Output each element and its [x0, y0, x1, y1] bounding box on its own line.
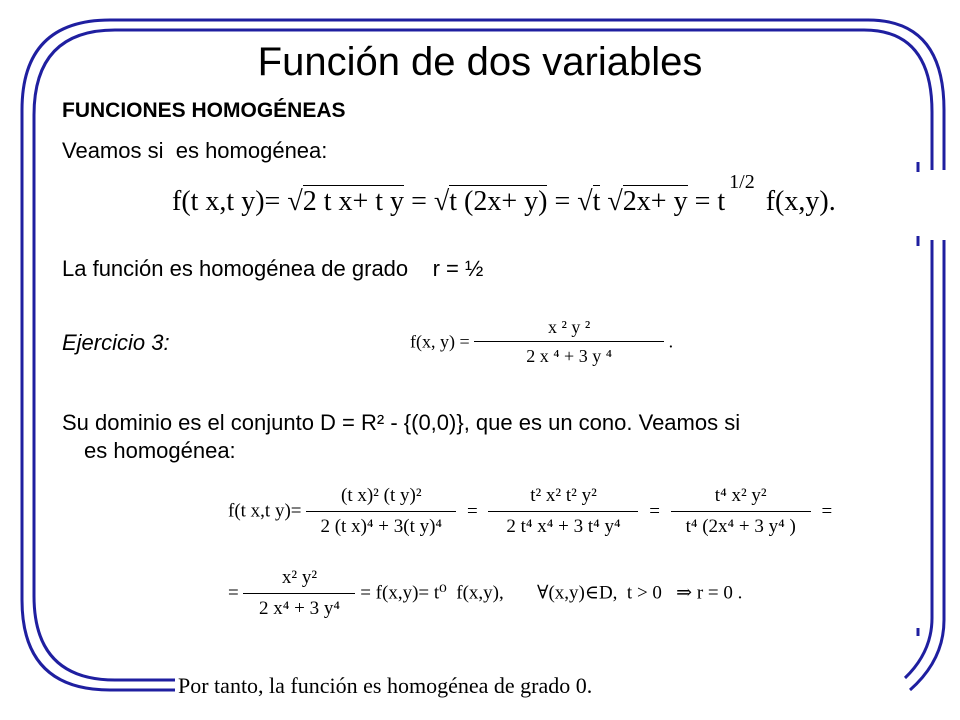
section-heading: FUNCIONES HOMOGÉNEAS	[62, 99, 346, 122]
eq1-radicand-2: t (2x+ y)	[449, 186, 548, 217]
sqrt-icon: √	[433, 186, 450, 217]
eq4-numerator: x² y²	[281, 567, 318, 588]
eq1-exponent-num: 1	[729, 171, 740, 193]
eq3-f1-denominator: 2 (t x)⁴ + 3(t y)⁴	[306, 511, 456, 539]
eq1-radicand-3: t	[592, 186, 601, 217]
eq2-fraction	[474, 316, 664, 367]
eq1-equals-3: = t	[694, 186, 726, 217]
sqrt-icon: √	[577, 186, 593, 217]
eq3-lhs: f(t x,t y)=	[228, 500, 302, 522]
eq3-f1-numerator: (t x)² (t y)²	[341, 485, 422, 506]
eq2-lhs: f(x, y) =	[410, 331, 470, 352]
eq3-f3-denominator: t⁴ (2x⁴ + 3 y⁴ )	[671, 511, 811, 539]
eq3-equals-c: =	[821, 500, 833, 522]
domain-text-line2: es homogénea:	[84, 438, 236, 463]
equation-homogeneity-3	[228, 484, 832, 539]
eq2-numerator: x ² y ²	[547, 317, 591, 337]
frame-outer-path-right-lower	[910, 240, 944, 690]
eq4-fraction	[243, 566, 355, 621]
eq3-fraction-2	[488, 484, 638, 539]
eq3-fraction-1	[306, 484, 456, 539]
domain-text-line1: Su dominio es el conjunto D = R² - {(0,0)}, que es un cono. Veamos si	[62, 410, 741, 435]
eq1-lhs: f(t x,t y)=	[172, 186, 281, 217]
eq4-denominator: 2 x⁴ + 3 y⁴	[243, 593, 355, 621]
intro-text: Veamos si es homogénea:	[62, 138, 328, 163]
eq2-period: .	[668, 331, 674, 352]
eq1-radicand-1: 2 t x+ t y	[302, 186, 405, 217]
equation-exercise-3	[410, 316, 673, 367]
eq3-equals-b: =	[649, 500, 660, 522]
exercise-label: Ejercicio 3:	[62, 330, 170, 355]
eq2-denominator: 2 x ⁴ + 3 y ⁴	[474, 341, 664, 367]
eq3-f2-numerator: t² x² t² y²	[530, 485, 597, 506]
eq3-fraction-3	[671, 484, 811, 539]
eq1-equals-1: =	[411, 186, 427, 217]
sqrt-icon: √	[607, 186, 623, 217]
equation-homogeneity-1	[172, 171, 836, 224]
eq1-rhs: f(x,y).	[765, 186, 836, 217]
eq1-exponent-den: 2	[744, 171, 755, 193]
equation-homogeneity-4	[228, 566, 742, 621]
conclusion-text: Por tanto, la función es homogénea de grado 0.	[178, 673, 593, 698]
eq3-equals-a: =	[467, 500, 478, 522]
frame-inner-path-right-lower	[905, 240, 932, 678]
eq1-equals-2: =	[554, 186, 571, 217]
eq4-rest: = f(x,y)= t⁰ f(x,y), ∀(x,y)∈D, t > 0 ⇒ r = 0 .	[360, 582, 743, 604]
sqrt-icon: √	[287, 186, 303, 217]
eq1-radicand-4: 2x+ y	[622, 186, 688, 217]
eq1-exponent: 1/2	[729, 171, 755, 193]
slide-title: Función de dos variables	[257, 40, 703, 84]
eq3-f3-numerator: t⁴ x² y²	[714, 485, 767, 506]
eq3-f2-denominator: 2 t⁴ x⁴ + 3 t⁴ y⁴	[488, 511, 638, 539]
degree-text: La función es homogénea de grado r = ½	[62, 256, 484, 281]
eq4-lead: =	[228, 582, 239, 604]
